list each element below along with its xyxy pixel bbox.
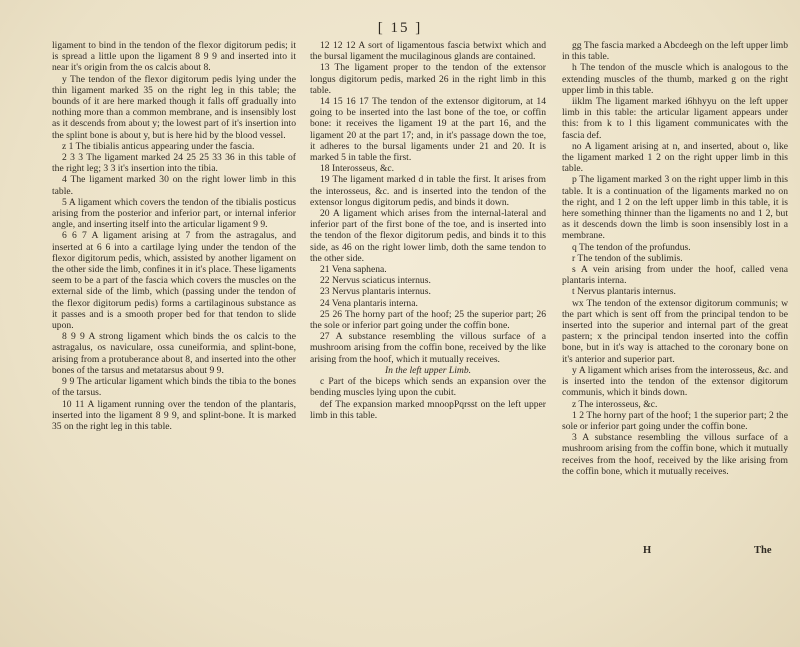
paragraph: 10 11 A ligament running over the tendon of the plantaris, inserted into the ligament 8 9 9, and splint-bone. It is marked 35 on the right leg in this table.: [52, 398, 296, 432]
paragraph: 8 9 9 A strong ligament which binds the os calcis to the astragalus, os naviculare, ossa cuneiformia, and splint-bone, arising from a protuberance about 8, and inserted into the other bones of the tarsus and metatarsus about 9 9.: [52, 331, 296, 376]
paragraph: s A vein arising from under the hoof, called vena plantaris interna.: [562, 264, 788, 287]
paragraph: 22 Nervus sciaticus internus.: [320, 275, 431, 287]
paragraph: r The tendon of the sublimis.: [572, 252, 683, 264]
paragraph: wx The tendon of the extensor digitorum communis; w the part which is sent off from the principal tendon to be inserted into the superior and internal part of the great pastern; x the principal tendon inserted into the coffin bone, but in it's way is attached to the coronary bone on it's anterior and superior part.: [562, 297, 788, 365]
paragraph: 4 The ligament marked 30 on the right lower limb in this table.: [52, 174, 296, 197]
paragraph: q The tendon of the profundus.: [572, 241, 691, 253]
signature-mark: H: [643, 545, 652, 556]
section-heading: In the left upper Limb.: [384, 364, 472, 376]
paragraph: h The tendon of the muscle which is analogous to the extending muscles of the thumb, marked g on the right upper limb in this table.: [562, 62, 788, 96]
paragraph: 9 9 The articular ligament which binds the tibia to the bones of the tarsus.: [52, 376, 296, 399]
catchword: The: [754, 545, 772, 556]
paragraph: t Nervus plantaris internus.: [572, 286, 676, 298]
paragraph: 12 12 12 A sort of ligamentous fascia betwixt which and the bursal ligament the mucilaginous glands are contained.: [310, 40, 546, 63]
page-number: [ 15 ]: [377, 20, 423, 36]
paragraph: 24 Vena plantaris interna.: [320, 297, 418, 309]
paragraph: 27 A substance resembling the villous surface of a mushroom arising from the coffin bone, received by the like arising from the hoof, which it mutually receives.: [310, 331, 546, 365]
paragraph: y The tendon of the flexor digitorum pedis lying under the thin ligament marked 35 on the right leg in this table; the bounds of it are here marked though it falls off gradually into nothing more than a common membrane, and is insensibly lost as it descends from about y; the lowest part of it's insertion into the splint bone is about y, but is here hid by the blood vessel.: [52, 73, 296, 141]
paragraph: p The ligament marked 3 on the right upper limb in this table. It is a continuation of the ligaments marked no on the right, and 1 2 on the left upper limb in this table, it is here something thinner than the ligaments no and 1 2, but as it descends down the limb is soon insensibly lost in a membrane.: [562, 174, 788, 242]
paragraph: 13 The ligament proper to the tendon of the extensor longus digitorum pedis, marked 26 in the right limb in this table.: [310, 62, 546, 96]
column-right: [562, 40, 788, 477]
column-middle: [310, 40, 546, 421]
paragraph: 19 The ligament marked d in table the first. It arises from the interosseus, &c. and is inserted into the tendon of the extensor longus digitorum pedis, and binds it down.: [310, 174, 546, 208]
paragraph: 25 26 The horny part of the hoof; 25 the superior part; 26 the sole or inferior part going under the coffin bone.: [310, 308, 546, 332]
paragraph: 14 15 16 17 The tendon of the extensor digitorum, at 14 going to be inserted into the last bone of the toe, or coffin bone: it receives the ligament 19 at the part 16, and the ligament 20 at the part 17; and, in it's passage down the toe, it adheres to the bursal ligaments under 21 and 20. It is marked 5 in table the first.: [310, 96, 546, 164]
paragraph: 3 A substance resembling the villous surface of a mushroom arising from the coffin bone, which it mutually receives from the hoof, received by the like arising from the coffin bone, which it mutually receives.: [562, 432, 788, 477]
paragraph: no A ligament arising at n, and inserted, about o, like the ligament marked 1 2 on the right upper limb in this table.: [562, 140, 788, 175]
paragraph: 5 A ligament which covers the tendon of the tibialis posticus arising from the posterior and inferior part, or internal inferior angle, and inserting itself into the articular ligament 9 9.: [52, 196, 296, 231]
paragraph: def The expansion marked mnoopPqrsst on the left upper limb in this table.: [310, 398, 546, 421]
column-left: [52, 40, 296, 432]
paragraph: 20 A ligament which arises from the internal-lateral and inferior part of the first bone of the toe, and is inserted into the tendon of the flexor digitorum pedis, and binds it to this side, as 46 on the right lower limb, doth the same tendon to the other side.: [310, 208, 546, 264]
paragraph: ligament to bind in the tendon of the flexor digitorum pedis; it is spread a little upon the ligament 8 9 9 and inserted into it near it's origin from the os calcis about 8.: [52, 40, 296, 74]
paragraph: c Part of the biceps which sends an expansion over the bending muscles lying upon the cubit.: [310, 376, 546, 399]
paragraph: 1 2 The horny part of the hoof; 1 the superior part; 2 the sole or inferior part going under the coffin bone.: [562, 409, 788, 432]
paragraph: 21 Vena saphena.: [320, 264, 387, 276]
paragraph: y A ligament which arises from the interosseus, &c. and is inserted into the tendon of the extensor digitorum communis, which it binds down.: [562, 364, 788, 399]
paragraph: 6 6 7 A ligament arising at 7 from the astragalus, and inserted at 6 6 into a cartilage lying under the tendon of the flexor digitorum pedis, which, assisted by another ligament on the other side the limb, confines it in it's place. These ligaments seem to be a part of the fascia which covers the muscles on the external side of the limb, which (passing under the tendon of the flexor digitorum pedis) forms a cartilaginous substance as it passes and is a smooth proper bed for that tendon to slide upon.: [52, 230, 296, 332]
paragraph: 18 Interosseus, &c.: [320, 163, 395, 175]
paragraph: 23 Nervus plantaris internus.: [320, 286, 431, 298]
paragraph: z The interosseus, &c.: [572, 398, 658, 410]
paragraph: gg The fascia marked a Abcdeegh on the left upper limb in this table.: [562, 40, 788, 63]
paragraph: z 1 The tibialis anticus appearing under the fascia.: [62, 140, 255, 152]
paragraph: 2 3 3 The ligament marked 24 25 25 33 36 in this table of the right leg; 3 3 it's insertion into the tibia.: [52, 152, 296, 175]
paragraph: iiklm The ligament marked i6hhyyu on the left upper limb in this table: the articular ligament appears under this: from k to l this ligament communicates with the fascia def.: [562, 96, 788, 141]
